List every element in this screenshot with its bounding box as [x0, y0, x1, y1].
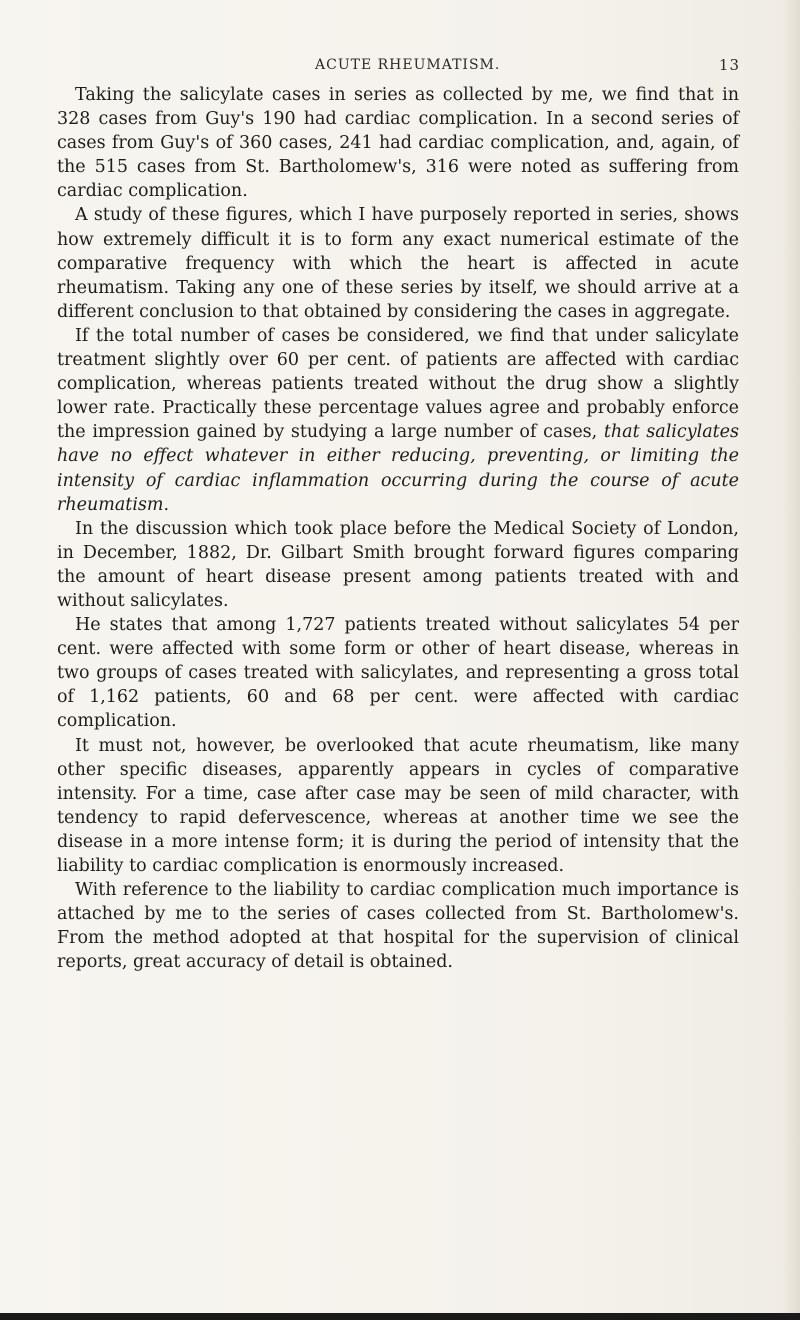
paragraph-5: He states that among 1,727 patients treated without salicylates 54 per cent. were affected with some form or other of heart disease, whereas in two groups of cases treated with salicylates, and representing a gross total of 1,162 patients, 60 and 68 per cent. were affected with cardiac complication.	[57, 615, 739, 732]
running-head: ACUTE RHEUMATISM.	[315, 57, 501, 73]
paragraph-1: Taking the salicylate cases in series as collected by me, we find that in 328 cases from Guy's 190 had cardiac complication. In a second series of cases from Guy's of 360 cases, 241 had cardiac complication, and, again, of the 515 cases from St. Bartholomew's, 316 were noted as suffering from cardiac complication.	[57, 85, 739, 202]
page-header	[60, 54, 740, 80]
paragraph-2: A study of these figures, which I have purposely reported in series, shows how extremely difficult it is to form any exact numerical estimate of the comparative frequency with which the heart is affected in acute rheumatism. Taking any one of these series by itself, we should arrive at a different conclusion to that obtained by considering the cases in aggregate.	[57, 205, 739, 322]
page-number: 13	[718, 56, 740, 74]
page-edge-shadow	[782, 0, 800, 1320]
paragraph-7: With reference to the liability to cardiac complication much importance is attached by me to the series of cases collected from St. Bartholomew's. From the method adopted at that hospital for the supervision of clinical reports, great accuracy of detail is obtained.	[57, 880, 739, 973]
paragraph-4: In the discussion which took place before the Medical Society of London, in December, 1882, Dr. Gilbart Smith brought forward figures comparing the amount of heart disease present among patients treated with and without salicylates.	[57, 518, 739, 611]
paragraph-6: It must not, however, be overlooked that acute rheumatism, like many other specific diseases, apparently appears in cycles of comparative intensity. For a time, case after case may be seen of mild character, with tendency to rapid defervescence, whereas at another time we see the disease in a more intense form; it is during the period of intensity that the liability to cardiac complication is enormously increased.	[57, 735, 739, 876]
body-text	[57, 83, 739, 974]
paragraph-3-end: .	[163, 494, 170, 515]
paragraph-3-italic-conclusion: that salicylates have no effect whatever in either reducing, preventing, or limiting the intensity of cardiac inflammation occurring during the course of acute rheumatism	[57, 422, 739, 515]
scan-bottom-edge	[0, 1313, 800, 1320]
paragraph-3-text: If the total number of cases be considered, we find that under salicylate treatment slightly over 60 per cent. of patients are affected with cardiac complication, whereas patients treated without the drug show a slightly lower rate. Practically these percentage values agree and probably enforce the impression gained by studying a large number of cases,	[57, 325, 739, 443]
paragraph-3	[57, 324, 739, 517]
